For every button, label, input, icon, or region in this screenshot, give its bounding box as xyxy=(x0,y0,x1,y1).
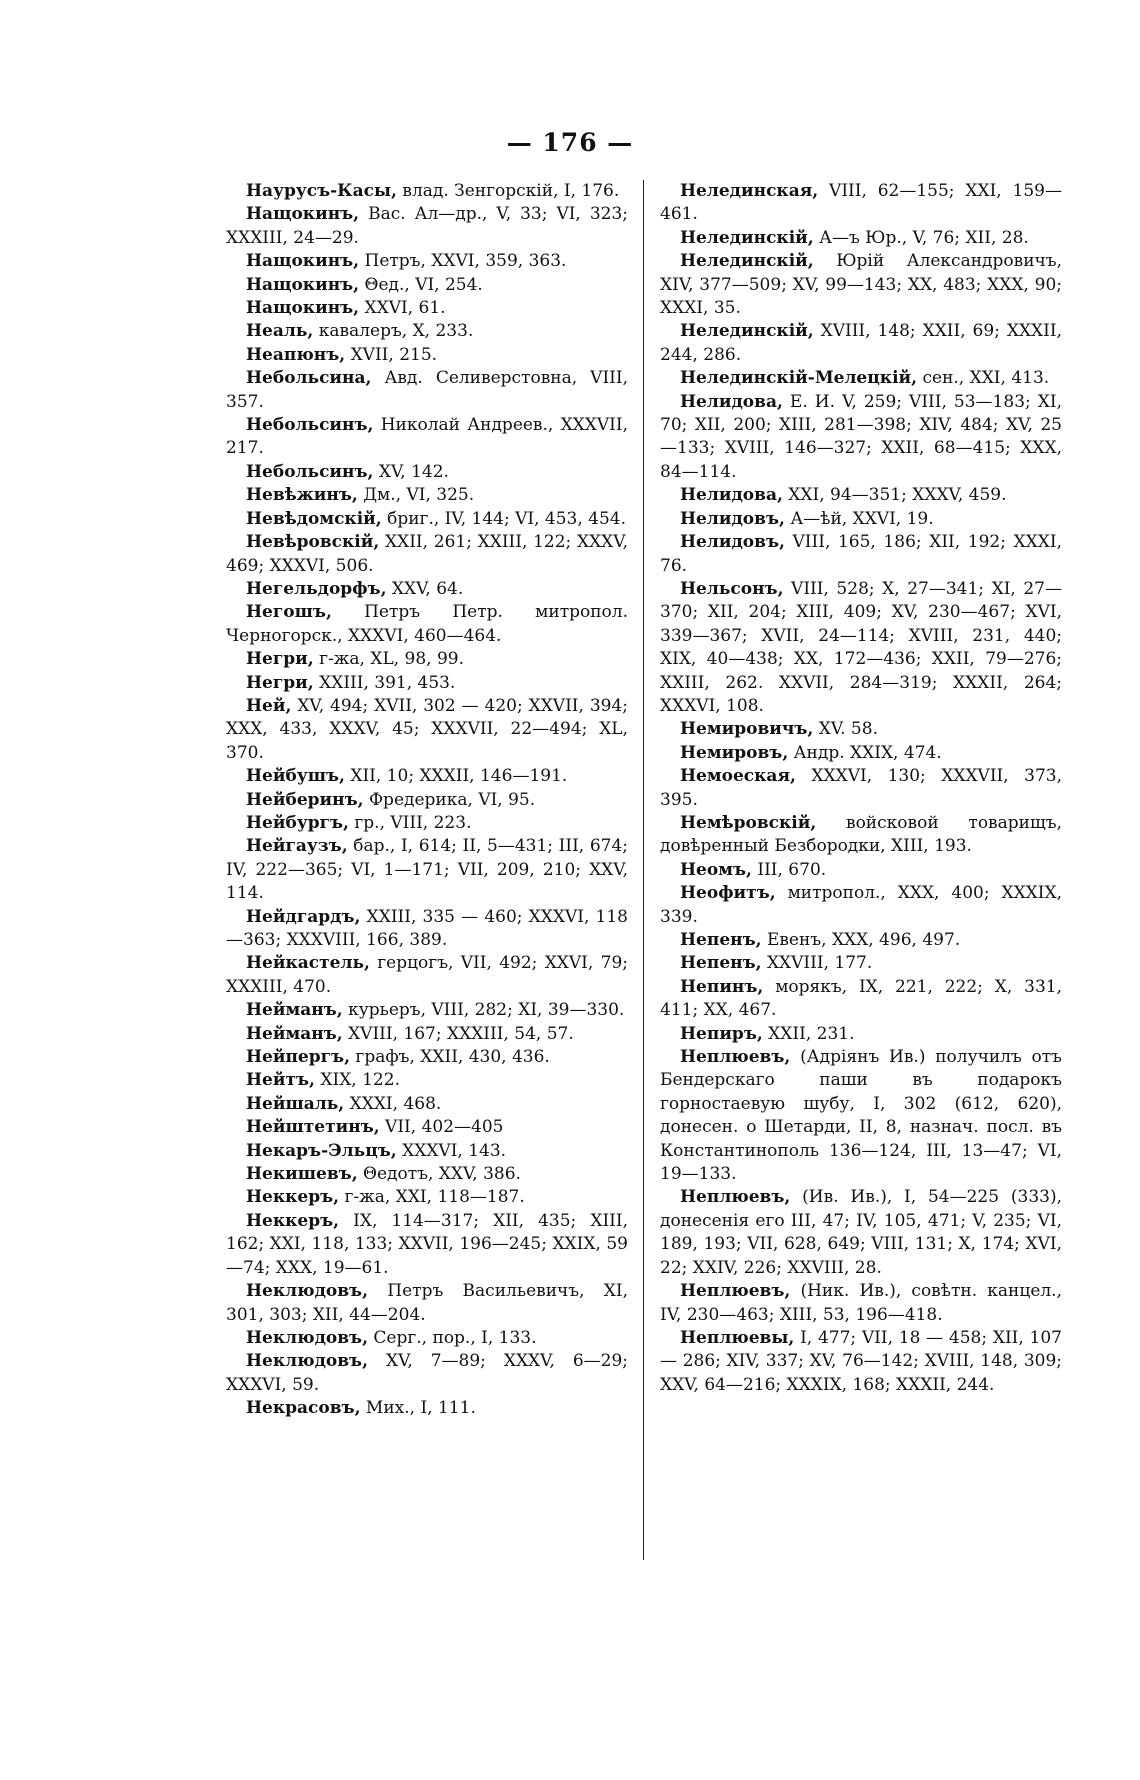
index-entry xyxy=(226,648,628,671)
entry-headword: Негри, xyxy=(246,672,314,693)
index-entry xyxy=(226,344,628,367)
entry-headword: Нейтъ, xyxy=(246,1070,315,1091)
entry-headword: Непинъ, xyxy=(680,976,764,997)
entry-references: герцогъ, VII, 492; XXVI, 79; XXXIII, 470. xyxy=(226,953,628,997)
entry-references: А—ѣй, XXVI, 19. xyxy=(784,508,934,529)
index-entry xyxy=(226,1069,628,1092)
entry-headword: Нелединскій, xyxy=(680,227,814,248)
entry-headword: Неклюдовъ, xyxy=(246,1327,369,1348)
index-entry xyxy=(660,531,1062,578)
index-entry xyxy=(226,274,628,297)
entry-headword: Неплюевъ, xyxy=(680,1281,791,1302)
index-entry xyxy=(226,578,628,601)
entry-headword: Нейпергъ, xyxy=(246,1047,351,1068)
index-entry xyxy=(226,765,628,788)
index-entry xyxy=(226,672,628,695)
entry-references: XVIII, 148; XXII, 69; XXXII, 244, 286. xyxy=(660,321,1062,365)
entry-headword: Нейгаузъ, xyxy=(246,836,348,857)
entry-references: гр., VIII, 223. xyxy=(348,812,472,833)
entry-references: бриг., IV, 144; VI, 453, 454. xyxy=(381,508,626,529)
index-entry xyxy=(226,1023,628,1046)
index-entry xyxy=(660,976,1062,1023)
index-entry xyxy=(226,297,628,320)
entry-references: XIX, 122. xyxy=(314,1070,400,1091)
entry-headword: Негошъ, xyxy=(246,602,332,623)
entry-headword: Небольсина, xyxy=(246,368,372,389)
entry-references: курьеръ, VIII, 282; XI, 39—330. xyxy=(342,1000,625,1021)
index-entry xyxy=(660,1186,1062,1280)
entry-references: XVII, 215. xyxy=(345,344,438,365)
index-entry xyxy=(660,578,1062,718)
entry-headword: Неплюевы, xyxy=(680,1327,795,1348)
index-entry xyxy=(226,461,628,484)
entry-headword: Непиръ, xyxy=(680,1023,763,1044)
entry-references: XXIII, 391, 453. xyxy=(313,672,456,693)
entry-references: г-жа, XL, 98, 99. xyxy=(313,649,465,670)
index-entry xyxy=(226,367,628,414)
entry-references: Евенъ, XXX, 496, 497. xyxy=(761,930,961,950)
entry-references: XXXVI, 130; XXXVII, 373, 395. xyxy=(660,766,1062,810)
index-entry xyxy=(660,882,1062,929)
index-entry xyxy=(660,742,1062,765)
entry-headword: Некрасовъ, xyxy=(246,1398,361,1419)
entry-references: XXVI, 61. xyxy=(359,298,446,319)
entry-headword: Неомъ, xyxy=(680,859,752,880)
entry-references: Θедотъ, XXV, 386. xyxy=(357,1164,521,1185)
entry-headword: Неклюдовъ, xyxy=(246,1281,369,1302)
entry-headword: Нейманъ, xyxy=(246,1000,343,1021)
index-entry xyxy=(226,906,628,953)
entry-references: морякъ, IX, 221, 222; X, 331, 411; XX, 467. xyxy=(660,976,1062,1021)
entry-references: VIII, 165, 186; XII, 192; XXXI, 76. xyxy=(660,532,1062,576)
entry-headword: Нащокинъ, xyxy=(246,274,360,295)
entry-headword: Неклюдовъ, xyxy=(246,1351,369,1372)
index-entry xyxy=(226,601,628,648)
entry-headword: Неккеръ, xyxy=(246,1210,340,1231)
index-entry xyxy=(226,835,628,905)
entry-headword: Небольсинъ, xyxy=(246,461,374,482)
entry-headword: Немировичъ, xyxy=(680,719,814,740)
entry-headword: Нелидовъ, xyxy=(680,532,785,553)
entry-headword: Нейкастель, xyxy=(246,953,370,974)
index-entry xyxy=(226,1186,628,1209)
entry-headword: Нейбургъ, xyxy=(246,812,349,833)
entry-headword: Непенъ, xyxy=(680,953,762,974)
entry-references: XV, 142. xyxy=(373,461,449,482)
entry-references: VIII, 528; X, 27—341; XI, 27—370; XII, 204; XIII, 409; XV, 230—467; XVI, 339—367; XVII, 24—114; XVIII, 231, 440; XIX, 40—438; XX, 172—436; XXII, 79—276; XXIII, 262. XXVII, 284—319; XXXII, 264; XXXVI, 108. xyxy=(660,578,1062,716)
index-entry xyxy=(226,695,628,765)
entry-headword: Нелединская, xyxy=(680,181,819,201)
entry-headword: Нащокинъ, xyxy=(246,298,360,319)
entry-headword: Неофитъ, xyxy=(680,883,776,904)
entry-references: XXI, 94—351; XXXV, 459. xyxy=(782,485,1007,506)
index-entry xyxy=(226,250,628,273)
index-entry xyxy=(660,484,1062,507)
entry-references: бар., I, 614; II, 5—431; III, 674; IV, 222—365; VI, 1—171; VII, 209, 210; XXV, 114. xyxy=(226,836,628,904)
index-entry xyxy=(226,1140,628,1163)
entry-references: XXII, 261; XXIII, 122; XXXV, 469; XXXVI, 506. xyxy=(226,532,628,576)
entry-references: XVIII, 167; XXXIII, 54, 57. xyxy=(342,1023,574,1044)
entry-headword: Нейберинъ, xyxy=(246,789,364,810)
entry-references: г-жа, XXI, 118—187. xyxy=(339,1187,525,1208)
entry-headword: Непенъ, xyxy=(680,930,762,950)
entry-references: (Ник. Ив.), совѣтн. канцел., IV, 230—463; XIII, 53, 196—418. xyxy=(660,1281,1062,1325)
entry-references: влад. Зенгорскій, I, 176. xyxy=(396,181,620,201)
entry-references: Серг., пор., I, 133. xyxy=(368,1327,537,1348)
entry-references: XXXVI, 143. xyxy=(396,1140,507,1161)
index-entry xyxy=(660,718,1062,741)
entry-headword: Нелидовъ, xyxy=(680,508,785,529)
entry-headword: Негри, xyxy=(246,649,314,670)
index-entry xyxy=(660,1327,1062,1397)
entry-references: (Адріянъ Ив.) получилъ отъ Бендерскаго паши въ подарокъ горностаевую шубу, I, 302 (612, 620), донесен. о Шетарди, II, 8, назнач. посл. въ Константинополь 136—124, III, 13—47; VI, 19—133. xyxy=(660,1047,1062,1185)
entry-headword: Немоеская, xyxy=(680,766,796,787)
entry-references: А—ъ Юр., V, 76; XII, 28. xyxy=(813,227,1029,248)
index-entry xyxy=(660,508,1062,531)
index-entry xyxy=(226,952,628,999)
entry-references: I, 477; VII, 18 — 458; XII, 107 — 286; XIV, 337; XV, 76—142; XVIII, 148, 309; XXV, 64—216; XXXIX, 168; XXXII, 244. xyxy=(660,1327,1062,1395)
index-entry xyxy=(226,1163,628,1186)
entry-references: XII, 10; XXXII, 146—191. xyxy=(344,766,568,787)
index-entry xyxy=(226,1093,628,1116)
entry-references: войсковой товарищъ, довѣренный Безбородки, XIII, 193. xyxy=(660,812,1062,857)
entry-references: графъ, XXII, 430, 436. xyxy=(350,1047,550,1068)
entry-headword: Нащокинъ, xyxy=(246,251,360,272)
index-entry xyxy=(226,812,628,835)
entry-headword: Нейбушъ, xyxy=(246,766,345,787)
entry-references: XXII, 231. xyxy=(762,1023,855,1044)
entry-headword: Немѣровскій, xyxy=(680,812,817,833)
index-entry xyxy=(226,1350,628,1397)
index-entry xyxy=(226,1280,628,1327)
entry-headword: Неплюевъ, xyxy=(680,1187,791,1208)
index-entry xyxy=(226,999,628,1022)
entry-headword: Нелидова, xyxy=(680,391,783,412)
index-entry xyxy=(660,765,1062,812)
index-entry xyxy=(226,1046,628,1069)
index-entry xyxy=(226,203,628,250)
entry-headword: Неаль, xyxy=(246,321,314,342)
entry-headword: Некишевъ, xyxy=(246,1164,358,1185)
entry-headword: Нельсонъ, xyxy=(680,578,784,599)
index-entry xyxy=(660,812,1062,859)
index-entry xyxy=(660,952,1062,975)
index-entry xyxy=(226,180,628,203)
index-entry xyxy=(660,859,1062,882)
entry-headword: Ней, xyxy=(246,695,292,716)
entry-headword: Нейштетинъ, xyxy=(246,1117,380,1138)
index-entry xyxy=(660,180,1062,227)
entry-headword: Нелединскій, xyxy=(680,321,814,342)
left-index-column xyxy=(226,180,628,1421)
entry-references: VII, 402—405 xyxy=(379,1117,504,1138)
entry-references: Фредерика, VI, 95. xyxy=(363,789,536,810)
entry-headword: Неапюнъ, xyxy=(246,344,346,365)
entry-references: Петръ Петр. митропол. Черногорск., XXXVI, 460—464. xyxy=(226,602,628,646)
entry-references: XV. 58. xyxy=(813,719,878,740)
entry-references: Е. И. V, 259; VIII, 53—183; XI, 70; XII, 200; XIII, 281—398; XIV, 484; XV, 25—133; XVIII, 146—327; XXII, 68—415; XXX, 84—114. xyxy=(660,391,1062,482)
entry-references: сен., XXI, 413. xyxy=(917,368,1050,389)
index-entry xyxy=(226,1327,628,1350)
entry-references: Θед., VI, 254. xyxy=(359,274,483,295)
entry-references: Авд. Селиверстовна, VIII, 357. xyxy=(226,368,628,412)
index-entry xyxy=(226,1397,628,1420)
entry-headword: Некаръ-Эльцъ, xyxy=(246,1140,397,1161)
entry-references: XXIII, 335 — 460; XXXVI, 118—363; XXXVIII, 166, 389. xyxy=(226,906,628,950)
index-entry xyxy=(226,1116,628,1139)
entry-headword: Нащокинъ, xyxy=(246,204,360,225)
entry-headword: Нелединскій-Мелецкій, xyxy=(680,368,918,389)
entry-headword: Нелидова, xyxy=(680,485,783,506)
index-entry xyxy=(660,367,1062,390)
entry-references: Дм., VI, 325. xyxy=(357,485,475,506)
entry-references: Юрій Александровичъ, XIV, 377—509; XV, 99—143; XX, 483; XXX, 90; XXXI, 35. xyxy=(660,251,1062,319)
page-number: — 176 — xyxy=(506,128,634,157)
entry-headword: Немировъ, xyxy=(680,742,789,763)
entry-references: Андр. XXIX, 474. xyxy=(788,742,942,763)
entry-references: XV, 7—89; XXXV, 6—29; XXXVI, 59. xyxy=(226,1351,628,1395)
entry-references: XXV, 64. xyxy=(386,578,464,599)
index-entry xyxy=(226,414,628,461)
index-entry xyxy=(660,929,1062,952)
entry-references: III, 670. xyxy=(751,859,827,880)
index-entry xyxy=(226,508,628,531)
index-entry xyxy=(226,789,628,812)
index-entry xyxy=(660,227,1062,250)
entry-references: (Ив. Ив.), I, 54—225 (333), донесенія его III, 47; IV, 105, 471; V, 235; VI, 189, 193; VII, 628, 649; VIII, 131; X, 174; XVI, 22; XXIV, 226; XXVIII, 28. xyxy=(660,1187,1062,1278)
entry-references: митропол., XXX, 400; XXXIX, 339. xyxy=(660,883,1062,927)
entry-references: IX, 114—317; XII, 435; XIII, 162; XXI, 118, 133; XXVII, 196—245; XXIX, 59—74; XXX, 19—61. xyxy=(226,1210,628,1278)
entry-references: XXVIII, 177. xyxy=(761,953,873,974)
entry-headword: Наурусъ-Касы, xyxy=(246,181,397,201)
entry-references: Вас. Ал—др., V, 33; VI, 323; XXXIII, 24—29. xyxy=(226,204,628,248)
entry-headword: Невѣровскій, xyxy=(246,532,380,553)
index-entry xyxy=(226,1210,628,1280)
entry-headword: Невѣдомскій, xyxy=(246,508,382,529)
index-entry xyxy=(660,250,1062,320)
entry-references: Петръ Васильевичъ, XI, 301, 303; XII, 44—204. xyxy=(226,1281,628,1325)
entry-headword: Небольсинъ, xyxy=(246,415,374,436)
entry-headword: Неккеръ, xyxy=(246,1187,340,1208)
entry-headword: Негельдорфъ, xyxy=(246,578,387,599)
entry-headword: Нелединскій, xyxy=(680,251,814,272)
index-entry xyxy=(660,1046,1062,1186)
index-entry xyxy=(226,531,628,578)
index-entry xyxy=(226,320,628,343)
entry-references: VIII, 62—155; XXI, 159—461. xyxy=(660,181,1062,225)
index-entry xyxy=(660,1280,1062,1327)
entry-references: кавалеръ, X, 233. xyxy=(313,321,474,342)
index-entry xyxy=(226,484,628,507)
index-entry xyxy=(660,391,1062,485)
column-divider xyxy=(643,180,644,1560)
entry-headword: Нейманъ, xyxy=(246,1023,343,1044)
entry-references: Николай Андреев., XXXVII, 217. xyxy=(226,415,628,459)
entry-references: XXXI, 468. xyxy=(344,1093,442,1114)
index-entry xyxy=(660,1023,1062,1046)
index-entry xyxy=(660,320,1062,367)
entry-headword: Нейдгардъ, xyxy=(246,906,361,927)
entry-references: XV, 494; XVII, 302 — 420; XXVII, 394; XXX, 433, XXXV, 45; XXXVII, 22—494; XL, 370. xyxy=(226,695,628,763)
entry-headword: Невѣжинъ, xyxy=(246,485,358,506)
entry-references: Мих., I, 111. xyxy=(360,1398,476,1419)
entry-headword: Нейшаль, xyxy=(246,1093,345,1114)
entry-references: Петръ, XXVI, 359, 363. xyxy=(359,251,567,272)
right-index-column xyxy=(660,180,1062,1397)
entry-headword: Неплюевъ, xyxy=(680,1047,791,1068)
